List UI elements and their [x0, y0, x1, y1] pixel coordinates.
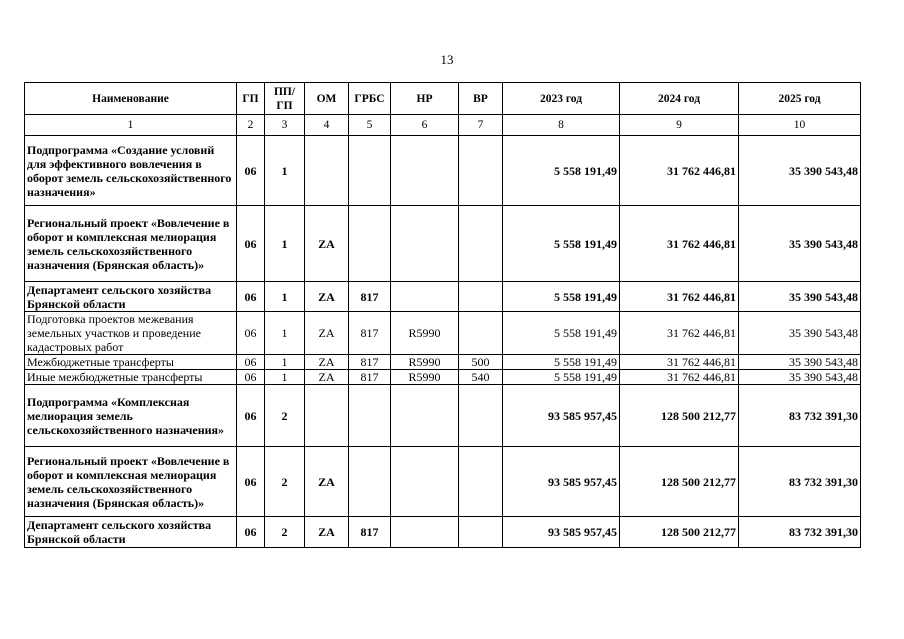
cell-name: Подпрограмма «Создание условий для эффективного вовлечения в оборот земель сельскохозяйственного назначения»: [25, 136, 237, 206]
cell-grbs: [349, 385, 391, 447]
cell-om: ZA: [305, 282, 349, 312]
cell-gp: 06: [237, 136, 265, 206]
cell-nr: [391, 282, 459, 312]
cell-nr: [391, 385, 459, 447]
cell-gp: 06: [237, 385, 265, 447]
column-header: 2023 год: [503, 83, 620, 115]
cell-ppgp: 1: [265, 312, 305, 355]
cell-vr: [459, 282, 503, 312]
cell-vr: [459, 447, 503, 517]
cell-y2024: 128 500 212,77: [620, 447, 739, 517]
column-number: 6: [391, 115, 459, 136]
cell-ppgp: 2: [265, 385, 305, 447]
cell-gp: 06: [237, 206, 265, 282]
column-header: 2024 год: [620, 83, 739, 115]
cell-nr: [391, 447, 459, 517]
cell-ppgp: 2: [265, 517, 305, 548]
cell-y2024: 31 762 446,81: [620, 355, 739, 370]
table-row: [25, 206, 861, 282]
cell-grbs: 817: [349, 282, 391, 312]
cell-y2024: 31 762 446,81: [620, 136, 739, 206]
cell-ppgp: 1: [265, 136, 305, 206]
cell-vr: [459, 206, 503, 282]
column-header: ГРБС: [349, 83, 391, 115]
cell-y2024: 31 762 446,81: [620, 206, 739, 282]
cell-y2023: 5 558 191,49: [503, 370, 620, 385]
table-row: [25, 312, 861, 355]
cell-nr: [391, 517, 459, 548]
cell-y2024: 31 762 446,81: [620, 370, 739, 385]
cell-y2024: 128 500 212,77: [620, 517, 739, 548]
cell-y2023: 93 585 957,45: [503, 517, 620, 548]
cell-y2023: 5 558 191,49: [503, 312, 620, 355]
column-number: 3: [265, 115, 305, 136]
cell-om: ZA: [305, 517, 349, 548]
column-number: 7: [459, 115, 503, 136]
cell-nr: [391, 206, 459, 282]
cell-name: Подпрограмма «Комплексная мелиорация земель сельскохозяйственного назначения»: [25, 385, 237, 447]
cell-y2025: 35 390 543,48: [739, 282, 861, 312]
cell-y2023: 93 585 957,45: [503, 447, 620, 517]
cell-grbs: 817: [349, 517, 391, 548]
table-row: [25, 447, 861, 517]
cell-name: Подготовка проектов межевания земельных участков и проведение кадастровых работ: [25, 312, 237, 355]
cell-ppgp: 2: [265, 447, 305, 517]
cell-name: Департамент сельского хозяйства Брянской области: [25, 282, 237, 312]
table-row: [25, 517, 861, 548]
cell-nr: R5990: [391, 312, 459, 355]
cell-vr: 540: [459, 370, 503, 385]
cell-grbs: [349, 447, 391, 517]
column-header: ГП: [237, 83, 265, 115]
cell-vr: [459, 312, 503, 355]
column-header: НР: [391, 83, 459, 115]
cell-y2025: 35 390 543,48: [739, 312, 861, 355]
column-header: Наименование: [25, 83, 237, 115]
cell-nr: R5990: [391, 355, 459, 370]
cell-y2023: 5 558 191,49: [503, 282, 620, 312]
cell-om: ZA: [305, 447, 349, 517]
cell-vr: 500: [459, 355, 503, 370]
cell-om: ZA: [305, 370, 349, 385]
cell-name: Региональный проект «Вовлечение в оборот и комплексная мелиорация земель сельскохозяйственного назначения (Брянская область)»: [25, 206, 237, 282]
column-number: 10: [739, 115, 861, 136]
column-number-row: [25, 115, 861, 136]
column-header: 2025 год: [739, 83, 861, 115]
table-row: [25, 355, 861, 370]
cell-grbs: 817: [349, 355, 391, 370]
cell-nr: R5990: [391, 370, 459, 385]
cell-name: Межбюджетные трансферты: [25, 355, 237, 370]
cell-ppgp: 1: [265, 282, 305, 312]
cell-om: [305, 385, 349, 447]
cell-name: Департамент сельского хозяйства Брянской области: [25, 517, 237, 548]
cell-om: [305, 136, 349, 206]
cell-om: ZA: [305, 312, 349, 355]
cell-om: ZA: [305, 355, 349, 370]
cell-gp: 06: [237, 517, 265, 548]
cell-y2023: 93 585 957,45: [503, 385, 620, 447]
cell-grbs: 817: [349, 370, 391, 385]
cell-name: Региональный проект «Вовлечение в оборот и комплексная мелиорация земель сельскохозяйственного назначения (Брянская область)»: [25, 447, 237, 517]
cell-y2025: 83 732 391,30: [739, 385, 861, 447]
cell-gp: 06: [237, 355, 265, 370]
cell-grbs: 817: [349, 312, 391, 355]
budget-table: [24, 82, 861, 548]
cell-y2025: 83 732 391,30: [739, 447, 861, 517]
column-header: ПП/ГП: [265, 83, 305, 115]
column-header: ОМ: [305, 83, 349, 115]
cell-vr: [459, 136, 503, 206]
cell-vr: [459, 517, 503, 548]
cell-y2025: 35 390 543,48: [739, 355, 861, 370]
cell-y2025: 35 390 543,48: [739, 206, 861, 282]
cell-gp: 06: [237, 370, 265, 385]
cell-y2023: 5 558 191,49: [503, 136, 620, 206]
column-number: 9: [620, 115, 739, 136]
cell-gp: 06: [237, 282, 265, 312]
cell-vr: [459, 385, 503, 447]
cell-gp: 06: [237, 312, 265, 355]
cell-ppgp: 1: [265, 206, 305, 282]
cell-ppgp: 1: [265, 370, 305, 385]
header-row: [25, 83, 861, 115]
cell-grbs: [349, 136, 391, 206]
cell-y2025: 35 390 543,48: [739, 136, 861, 206]
column-number: 8: [503, 115, 620, 136]
column-number: 2: [237, 115, 265, 136]
column-header: ВР: [459, 83, 503, 115]
cell-y2024: 31 762 446,81: [620, 282, 739, 312]
cell-name: Иные межбюджетные трансферты: [25, 370, 237, 385]
column-number: 1: [25, 115, 237, 136]
cell-om: ZA: [305, 206, 349, 282]
table-row: [25, 282, 861, 312]
page-number: 13: [440, 52, 454, 67]
cell-nr: [391, 136, 459, 206]
table-row: [25, 370, 861, 385]
cell-y2024: 128 500 212,77: [620, 385, 739, 447]
cell-y2024: 31 762 446,81: [620, 312, 739, 355]
cell-y2023: 5 558 191,49: [503, 206, 620, 282]
column-number: 5: [349, 115, 391, 136]
cell-grbs: [349, 206, 391, 282]
column-number: 4: [305, 115, 349, 136]
cell-gp: 06: [237, 447, 265, 517]
cell-y2025: 83 732 391,30: [739, 517, 861, 548]
table-row: [25, 385, 861, 447]
cell-ppgp: 1: [265, 355, 305, 370]
cell-y2025: 35 390 543,48: [739, 370, 861, 385]
cell-y2023: 5 558 191,49: [503, 355, 620, 370]
table-row: [25, 136, 861, 206]
